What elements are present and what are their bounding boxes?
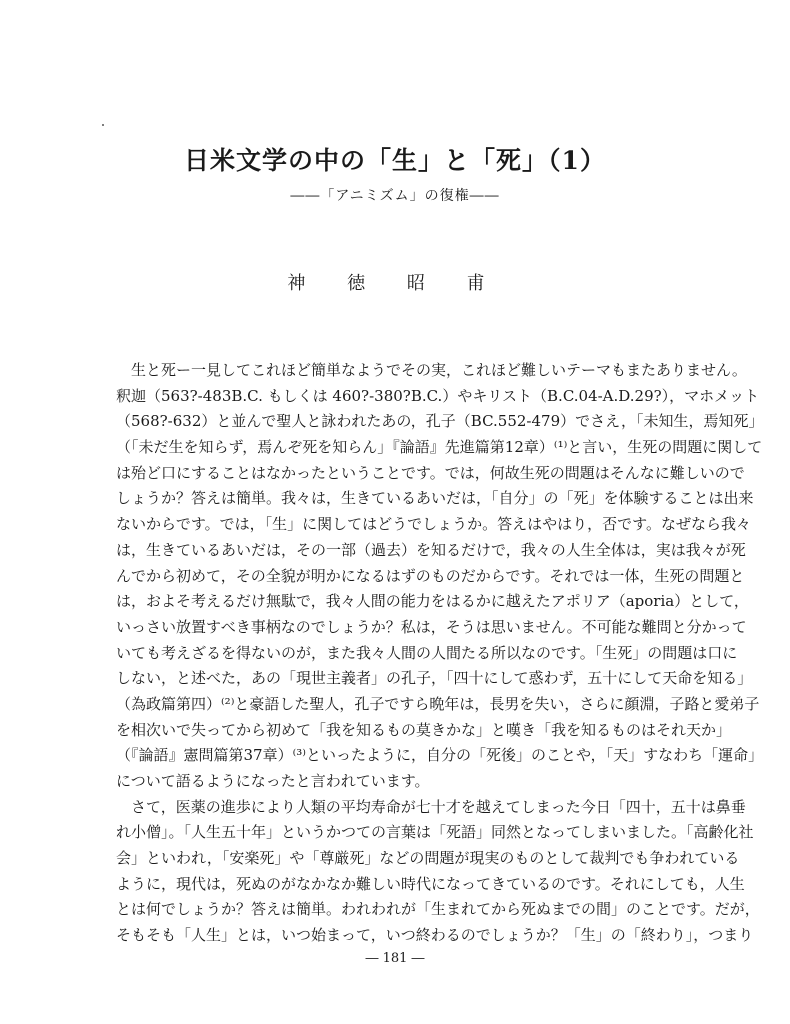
body-line: は，およそ考えるだけ無駄で，我々人間の能力をはるかに越えたアポリア（aporia）として， [116, 592, 749, 611]
body-line: いても考えざるを得ないのが，また我々人間の人間たる所以なのです。「生死」の問題は口に [116, 643, 738, 662]
body-line: ないからです。では，「生」に関してはどうでしょうか。答えはやはり，否です。なぜなら我々 [116, 515, 751, 534]
body-line: いっさい放置すべき事柄なのでしょうか？私は，そうは思いません。不可能な難問と分かって [116, 617, 747, 636]
body-line: （「未だ生を知らず，焉んぞ死を知らん」『論語』先進篇第12章）⁽¹⁾と言い，生死の問題に関して [116, 438, 763, 457]
body-line: とは何でしょうか？答えは簡単。われわれが「生まれてから死ぬまでの間」のことです。だが， [116, 900, 760, 919]
body-line: は殆ど口にすることはなかったということです。では，何故生死の問題はそんなに難しいので [116, 463, 745, 482]
body-line: は，生きているあいだは，その一部（過去）を知るだけで，我々の人生全体は，実は我々が死 [116, 540, 746, 559]
body-line: （『論語』憲問篇第37章）⁽³⁾といったように，自分の「死後」のことや，「天」すなわち「運命」 [116, 746, 764, 765]
body-line: しない，と述べた，あの「現世主義者」の孔子，「四十にして惑わず，五十にして天命を知る」 [116, 669, 753, 688]
body-line: 生と死ー一見してこれほど簡単なようでその実，これほど難しいテーマもまたありません。 [116, 361, 747, 379]
author-name: 神 徳 昭 甫 [287, 273, 503, 294]
article-subtitle: ――「アニミズム」の復権―― [290, 188, 500, 204]
body-line: れ小僧」。「人生五十年」というかつての言葉は「死語」同然となってしまいました。「高齢化社 [116, 823, 754, 842]
body-line: について語るようになったと言われています。 [116, 772, 430, 790]
body-line: 釈迦（563?-483B.C. もしくは 460?-380?B.C.）やキリスト（B.C.04-A.D.29?），マホメット [116, 386, 760, 405]
body-line: 会」といわれ，「安楽死」や「尊厳死」などの問題が現実のものとして裁判でも争われている [116, 849, 740, 868]
body-line: を相次いで失ってから初めて「我を知るもの莫きかな」と嘆き「我を知るものはそれ天か」 [116, 720, 732, 739]
page-number: ― 181 ― [365, 951, 425, 966]
body-line: さて，医薬の進歩により人類の平均寿命が七十才を越えてしまった今日「四十，五十は鼻垂 [116, 797, 746, 816]
article-title: 日米文学の中の「生」と「死」（1） [184, 146, 606, 175]
body-line: しょうか？答えは簡単。我々は，生きているあいだは，「自分」の「死」を体験することは出来 [116, 489, 754, 508]
body-line: （為政篇第四）⁽²⁾と豪語した聖人，孔子ですら晩年は，長男を失い，さらに顔淵，子路と愛弟子 [116, 694, 760, 713]
body-line: ように，現代は，死ぬのがなかなか難しい時代になってきているのです。それにしても，人生 [116, 874, 745, 893]
body-text [116, 358, 764, 949]
body-line: そもそも「人生」とは，いつ始まって，いつ終わるのでしょうか？「生」の「終わり」，つまり [116, 926, 754, 945]
body-line: （568?-632）と並んで聖人と詠われたあの，孔子（BC.552-479）でさえ，「未知生，焉知死」 [116, 412, 764, 431]
margin-mark [102, 124, 104, 126]
body-line: んでから初めて，その全貌が明かになるはずのものだからです。それでは一体，生死の問題と [116, 566, 745, 585]
